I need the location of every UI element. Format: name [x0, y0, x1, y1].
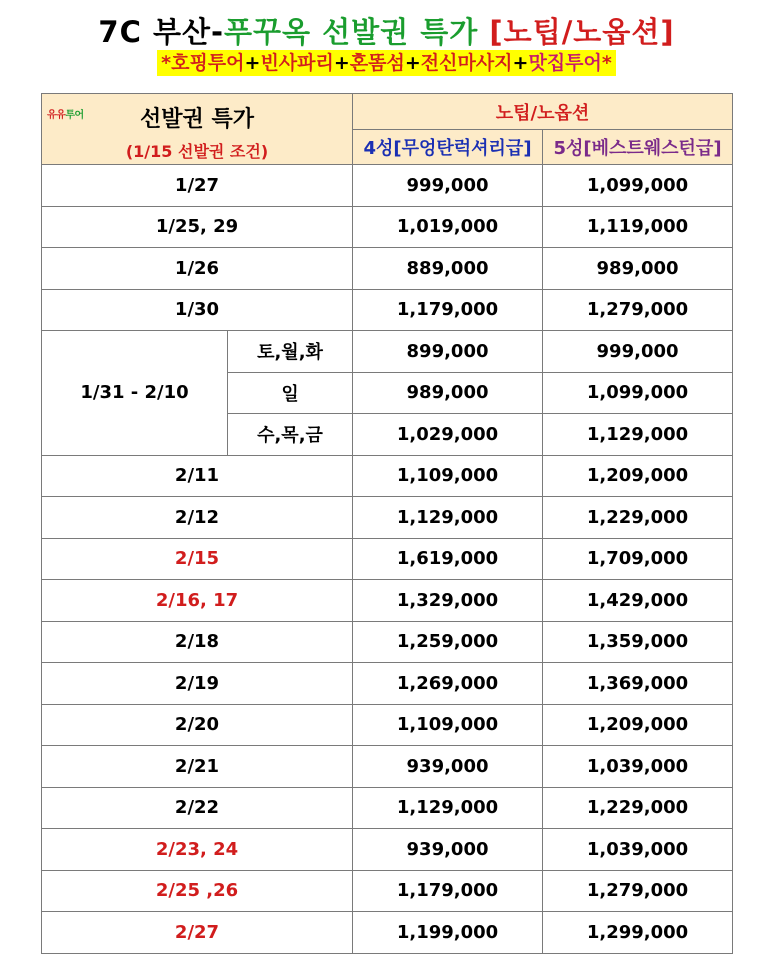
table-row	[42, 497, 733, 539]
subtitle-part: 빈사파리	[260, 52, 334, 74]
price-5star: 1,279,000	[543, 870, 733, 912]
departure-range: 1/31 - 2/10	[42, 331, 228, 456]
table-row	[42, 829, 733, 871]
price-4star: 1,179,000	[353, 289, 543, 331]
table-row	[42, 206, 733, 248]
price-4star: 1,109,000	[353, 704, 543, 746]
table-row	[42, 704, 733, 746]
price-5star: 1,709,000	[543, 538, 733, 580]
page-title	[0, 10, 773, 51]
price-4star: 999,000	[353, 165, 543, 207]
subtitle-part: 맛집투어	[528, 52, 602, 74]
price-4star: 1,619,000	[353, 538, 543, 580]
price-4star: 989,000	[353, 372, 543, 414]
price-5star: 1,299,000	[543, 912, 733, 954]
departure-date: 2/12	[42, 497, 353, 539]
table-row	[42, 746, 733, 788]
price-5star: 1,129,000	[543, 414, 733, 456]
tour-inclusions	[157, 50, 616, 76]
table-row	[42, 538, 733, 580]
tour-logo	[47, 106, 84, 121]
weekday-group: 일	[228, 372, 353, 414]
price-4star: 1,329,000	[353, 580, 543, 622]
header-group: 노팁/노옵션	[353, 94, 733, 130]
price-5star: 989,000	[543, 248, 733, 290]
price-4star: 1,019,000	[353, 206, 543, 248]
price-5star: 1,229,000	[543, 497, 733, 539]
price-5star: 1,039,000	[543, 746, 733, 788]
logo-text-b: 투어	[65, 110, 84, 121]
table-row	[42, 248, 733, 290]
price-4star: 889,000	[353, 248, 543, 290]
departure-date: 2/11	[42, 455, 353, 497]
price-5star: 1,039,000	[543, 829, 733, 871]
header-title: 선발권 특가	[140, 107, 254, 132]
table-row	[42, 289, 733, 331]
subtitle-part: +	[244, 52, 261, 74]
subtitle-part: *호핑투어	[161, 52, 245, 74]
price-5star: 999,000	[543, 331, 733, 373]
price-4star: 939,000	[353, 746, 543, 788]
departure-date: 2/22	[42, 787, 353, 829]
header-special-price	[42, 94, 353, 165]
subtitle-banner	[0, 50, 773, 76]
departure-date: 2/19	[42, 663, 353, 705]
weekday-group: 토,월,화	[228, 331, 353, 373]
price-5star: 1,099,000	[543, 372, 733, 414]
departure-date: 2/27	[42, 912, 353, 954]
price-5star: 1,099,000	[543, 165, 733, 207]
price-5star: 1,359,000	[543, 621, 733, 663]
price-4star: 1,029,000	[353, 414, 543, 456]
title-route: 7C 부산-	[98, 15, 225, 49]
price-4star: 1,109,000	[353, 455, 543, 497]
price-5star: 1,429,000	[543, 580, 733, 622]
weekday-group: 수,목,금	[228, 414, 353, 456]
price-4star: 939,000	[353, 829, 543, 871]
departure-date: 1/26	[42, 248, 353, 290]
departure-date: 2/15	[42, 538, 353, 580]
departure-date: 1/25, 29	[42, 206, 353, 248]
subtitle-part: +	[333, 52, 350, 74]
price-5star: 1,119,000	[543, 206, 733, 248]
table-row	[42, 455, 733, 497]
table-row	[42, 787, 733, 829]
departure-date: 2/18	[42, 621, 353, 663]
price-4star: 1,179,000	[353, 870, 543, 912]
table-row	[42, 580, 733, 622]
title-product: 푸꾸옥 선발권 특가	[224, 15, 490, 49]
price-5star: 1,229,000	[543, 787, 733, 829]
subtitle-part: 혼똠섬	[349, 52, 405, 74]
subtitle-part: +	[404, 52, 421, 74]
table-row	[42, 331, 733, 373]
header-5star: 5성[베스트웨스턴급]	[543, 130, 733, 165]
table-row	[42, 663, 733, 705]
price-4star: 1,269,000	[353, 663, 543, 705]
price-4star: 899,000	[353, 331, 543, 373]
departure-date: 1/27	[42, 165, 353, 207]
price-5star: 1,209,000	[543, 704, 733, 746]
header-4star: 4성[무엉탄럭셔리급]	[353, 130, 543, 165]
departure-date: 2/21	[42, 746, 353, 788]
subtitle-part: +	[512, 52, 529, 74]
departure-date: 2/16, 17	[42, 580, 353, 622]
departure-date: 2/25 ,26	[42, 870, 353, 912]
table-row	[42, 912, 733, 954]
price-5star: 1,369,000	[543, 663, 733, 705]
price-5star: 1,279,000	[543, 289, 733, 331]
subtitle-part: 전신마사지	[420, 52, 513, 74]
departure-date: 1/30	[42, 289, 353, 331]
logo-text-a: 유유	[47, 110, 66, 121]
departure-date: 2/20	[42, 704, 353, 746]
price-5star: 1,209,000	[543, 455, 733, 497]
price-table	[41, 93, 733, 954]
title-condition: [노팁/노옵션]	[489, 15, 675, 49]
table-row	[42, 165, 733, 207]
price-4star: 1,129,000	[353, 497, 543, 539]
table-row	[42, 621, 733, 663]
header-condition: (1/15 선발권 조건)	[125, 142, 269, 161]
price-4star: 1,259,000	[353, 621, 543, 663]
price-4star: 1,129,000	[353, 787, 543, 829]
subtitle-part: *	[601, 52, 612, 74]
departure-date: 2/23, 24	[42, 829, 353, 871]
price-4star: 1,199,000	[353, 912, 543, 954]
table-row	[42, 870, 733, 912]
